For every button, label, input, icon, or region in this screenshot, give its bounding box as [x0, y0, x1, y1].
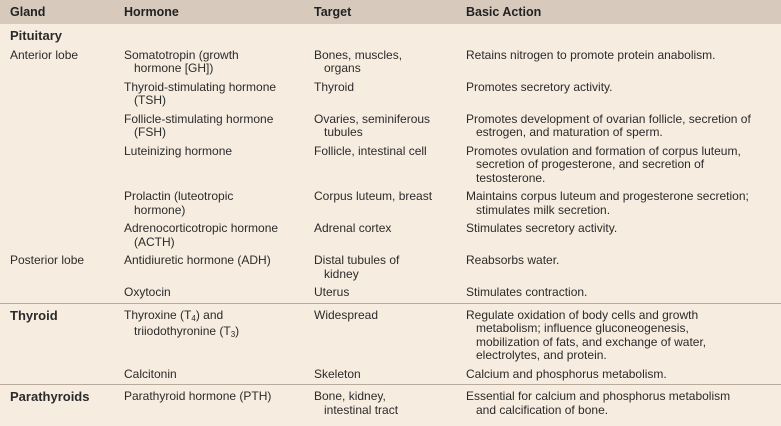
header-target: Target — [304, 0, 456, 24]
gland-cell: Posterior lobe — [10, 253, 85, 267]
target-line: Uterus — [314, 285, 350, 299]
hormone-line: Oxytocin — [124, 285, 171, 299]
target-cell — [304, 220, 456, 252]
target-line: Bones, muscles, — [314, 47, 403, 62]
hormone-cell — [114, 143, 304, 189]
header-action: Basic Action — [456, 0, 781, 24]
hormone-line: hormone [GH]) — [134, 61, 214, 75]
action-line: Retains nitrogen to promote protein anabolism. — [466, 47, 716, 62]
hormone-line: Adrenocorticotropic hormone — [124, 221, 279, 235]
hormone-cell — [114, 79, 304, 111]
gland-cell-empty — [0, 366, 114, 385]
target-line: Bone, kidney, — [314, 389, 386, 403]
header-hormone: Hormone — [114, 0, 304, 24]
table-row — [0, 220, 781, 252]
target-line: Adrenal cortex — [314, 221, 392, 235]
action-line: metabolism; influence gluconeogenesis, — [476, 321, 689, 335]
action-line: electrolytes, and protein. — [476, 348, 607, 362]
action-cell-thyroid — [456, 303, 781, 366]
target-line: tubules — [324, 125, 363, 139]
action-cell — [456, 188, 781, 220]
target-cell — [304, 47, 456, 79]
action-cell — [456, 47, 781, 79]
action-line: Regulate oxidation of body cells and growth — [466, 307, 699, 322]
hormone-cell-thyroxine — [114, 303, 304, 366]
table-row — [0, 252, 781, 284]
gland-cell — [0, 284, 114, 303]
hormone-line: (FSH) — [134, 125, 166, 139]
action-cell — [456, 143, 781, 189]
hormone-cell — [114, 284, 304, 303]
target-line: Distal tubules of — [314, 253, 400, 267]
hormone-cell — [114, 47, 304, 79]
table-row — [0, 111, 781, 143]
gland-cell: Anterior lobe — [10, 47, 79, 62]
hormone-text-triiodo-a: triiodothyronine (T — [134, 324, 231, 338]
gland-cell — [0, 188, 114, 220]
action-line: Essential for calcium and phosphorus metabolism — [466, 389, 731, 403]
action-cell-parathyroids — [456, 385, 781, 421]
action-line: mobilization of fats, and exchange of water, — [476, 334, 707, 349]
action-line: Maintains corpus luteum and progesterone secretion; — [466, 189, 749, 203]
hormone-sub-4: 4 — [191, 313, 196, 323]
action-line: stimulates milk secretion. — [476, 202, 611, 217]
hormone-text-thyroxine-b: ) and — [195, 307, 224, 322]
hormone-cell — [114, 188, 304, 220]
target-cell-calcitonin: Skeleton — [314, 366, 361, 381]
hormone-cell — [114, 111, 304, 143]
action-cell — [456, 284, 781, 303]
action-line: and calcification of bone. — [476, 402, 609, 417]
target-line: intestinal tract — [324, 402, 399, 417]
hormone-line: hormone) — [134, 202, 186, 217]
hormone-line: Luteinizing hormone — [124, 143, 233, 158]
gland-cell-thyroid: Thyroid — [0, 303, 114, 366]
section-row-pituitary — [0, 24, 781, 47]
table-row — [0, 143, 781, 189]
action-cell — [456, 220, 781, 252]
table-row-calcitonin — [0, 366, 781, 385]
hormone-cell-calcitonin: Calcitonin — [124, 366, 177, 381]
target-line: Ovaries, seminiferous — [314, 111, 431, 126]
gland-cell-parathyroids: Parathyroids — [0, 385, 114, 421]
table-row — [0, 284, 781, 303]
hormone-line: (ACTH) — [134, 234, 175, 249]
action-line: Stimulates contraction. — [466, 285, 588, 299]
table-row-thyroid — [0, 303, 781, 366]
action-cell — [456, 79, 781, 111]
gland-cell — [0, 111, 114, 143]
hormone-text-triiodo-b: ) — [235, 324, 240, 338]
hormone-line: (TSH) — [134, 93, 166, 107]
action-line: testosterone. — [476, 170, 546, 185]
header-gland: Gland — [0, 0, 114, 24]
target-cell — [304, 284, 456, 303]
target-cell — [304, 188, 456, 220]
target-line: kidney — [324, 266, 359, 281]
hormone-cell-pth: Parathyroid hormone (PTH) — [114, 385, 304, 421]
table-header-row — [0, 0, 781, 24]
target-line: Follicle, intestinal cell — [314, 143, 427, 158]
target-line: Thyroid — [314, 79, 355, 94]
hormone-line: Somatotropin (growth — [124, 47, 239, 62]
hormone-text-thyroxine-a: Thyroxine (T — [124, 307, 192, 322]
action-line: Stimulates secretory activity. — [466, 221, 618, 235]
target-cell-thyroid: Widespread — [304, 303, 456, 366]
hormone-line: Antidiuretic hormone (ADH) — [124, 253, 271, 267]
action-cell — [456, 252, 781, 284]
action-line: Promotes secretory activity. — [466, 79, 613, 94]
target-line: organs — [324, 61, 361, 75]
table-row-parathyroids — [0, 385, 781, 421]
hormone-line: Follicle-stimulating hormone — [124, 111, 274, 126]
hormone-line: Thyroid-stimulating hormone — [124, 79, 277, 94]
action-line: Reabsorbs water. — [466, 253, 560, 267]
action-line: Promotes ovulation and formation of corpus luteum, — [466, 143, 741, 158]
gland-cell — [0, 143, 114, 189]
target-cell — [304, 79, 456, 111]
table-row — [0, 79, 781, 111]
hormone-sub-3: 3 — [230, 330, 236, 339]
hormone-cell — [114, 220, 304, 252]
target-line: Corpus luteum, breast — [314, 189, 433, 203]
action-line: secretion of progesterone, and secretion of — [476, 157, 705, 171]
table-row — [0, 47, 781, 79]
action-line: Promotes development of ovarian follicle, secretion of — [466, 111, 751, 126]
action-cell-calcitonin: Calcium and phosphorus metabolism. — [466, 366, 667, 381]
target-cell — [304, 252, 456, 284]
section-title-pituitary: Pituitary — [10, 28, 63, 43]
action-cell — [456, 111, 781, 143]
hormone-cell — [114, 252, 304, 284]
gland-cell — [0, 79, 114, 111]
target-cell — [304, 143, 456, 189]
target-cell — [304, 111, 456, 143]
action-line: estrogen, and maturation of sperm. — [476, 125, 663, 139]
table-row — [0, 188, 781, 220]
hormone-line: Prolactin (luteotropic — [124, 189, 234, 203]
target-cell-parathyroids — [304, 385, 456, 421]
gland-cell — [0, 220, 114, 252]
